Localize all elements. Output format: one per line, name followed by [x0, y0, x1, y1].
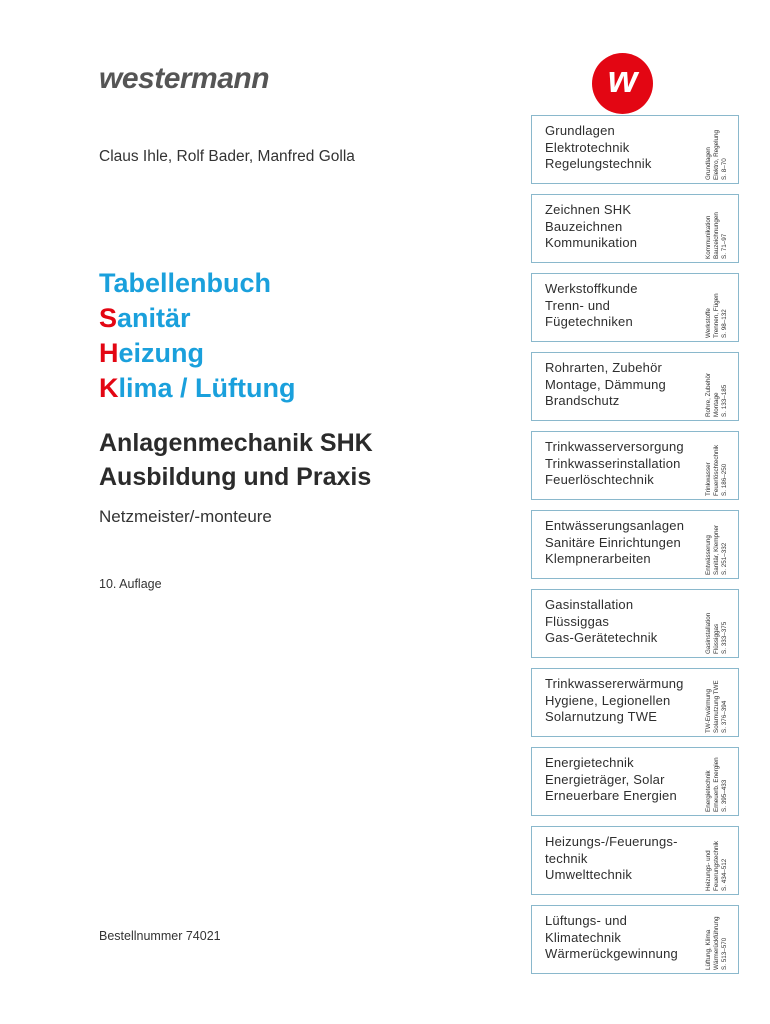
chapter-tab [531, 589, 739, 658]
chapter-tab-line: Klempnerarbeiten [545, 551, 651, 566]
side-label-line: Feuerungstechnik [713, 840, 720, 891]
side-label-line: Bauzeichnungen [713, 212, 720, 259]
subtitle-line: Ausbildung und Praxis [99, 463, 372, 491]
chapter-tab-line: Trinkwasserinstallation [545, 455, 681, 471]
chapter-tab-side-label [696, 905, 738, 974]
chapter-tab-line: technik [545, 850, 588, 866]
chapter-tab-side-label [696, 826, 738, 895]
side-label-line: S. 71–97 [721, 233, 728, 259]
chapter-tab [531, 431, 739, 500]
publisher-emblem-icon [592, 53, 653, 114]
order-number: Bestellnummer 74021 [99, 929, 221, 943]
side-label-line: Kommunikation [705, 215, 712, 259]
title-line: Klima / Lüftung [99, 373, 296, 403]
chapter-tab-line: Kommunikation [545, 235, 638, 250]
side-label-line: S. 513–570 [721, 937, 728, 970]
side-label-line: S. 98–132 [721, 309, 728, 338]
chapter-tab [531, 510, 739, 579]
edition-label: 10. Auflage [99, 577, 162, 591]
chapter-tab-title [545, 834, 678, 884]
chapter-tab [531, 273, 739, 342]
chapter-tab-line: Fügetechniken [545, 314, 633, 329]
side-label-line: Flüssiggas [713, 623, 720, 654]
chapter-tab-line: Gasinstallation [545, 597, 634, 612]
side-label-line: Grundlagen [705, 147, 712, 180]
side-label-line: Feuerlöschtechnik [713, 444, 720, 496]
authors: Claus Ihle, Rolf Bader, Manfred Golla [99, 148, 355, 165]
side-label-line: S. 133–185 [721, 384, 728, 417]
chapter-tab-line: Trenn- und [545, 297, 611, 313]
chapter-tab-line: Entwässerungsanlagen [545, 518, 685, 533]
side-label-line: Trennen, Fügen [713, 293, 720, 338]
chapter-tab-side-label [696, 747, 738, 816]
side-label-line: Sanitär, Klempner [713, 524, 720, 575]
side-label-line: Rohre, Zubehör [705, 372, 712, 417]
chapter-tab-line: Bauzeichnen [545, 218, 623, 234]
chapter-tab-line: Wärmerückgewinnung [545, 946, 678, 961]
subtitle-line: Anlagenmechanik SHK [99, 429, 373, 457]
book-subtitle [99, 426, 373, 494]
chapter-tab-line: Rohrarten, Zubehör [545, 360, 663, 375]
chapter-tab-line: Flüssiggas [545, 613, 610, 629]
chapter-tab-line: Energieträger, Solar [545, 771, 665, 787]
chapter-tab-side-label [696, 510, 738, 579]
chapter-tab [531, 826, 739, 895]
chapter-tab-line: Energietechnik [545, 755, 634, 770]
chapter-tab-line: Elektrotechnik [545, 139, 630, 155]
chapter-tab-line: Lüftungs- und [545, 913, 628, 928]
chapter-tab-line: Sanitäre Einrichtungen [545, 534, 681, 550]
title-line: Sanitär [99, 303, 191, 333]
chapter-tab-line: Grundlagen [545, 123, 615, 138]
chapter-tab-line: Werkstoffkunde [545, 281, 638, 296]
side-label-line: Erneuerb. Energien [713, 757, 720, 812]
side-label-line: Elektro, Regelung [713, 129, 720, 180]
side-label-line: Entwässerung [705, 535, 712, 575]
chapter-tab [531, 668, 739, 737]
chapter-tab-line: Regelungstechnik [545, 156, 652, 171]
side-label-line: Solarnutzung TWE [713, 680, 720, 733]
chapter-tab-side-label [696, 589, 738, 658]
chapter-tab-line: Trinkwassererwärmung [545, 676, 684, 691]
side-label-line: Energietechnik [705, 770, 712, 812]
chapter-tab-side-label [696, 194, 738, 263]
chapter-tab-side-label [696, 668, 738, 737]
publisher-logo: westermann [99, 62, 270, 95]
side-label-line: S. 434–512 [721, 858, 728, 891]
chapter-tab [531, 352, 739, 421]
side-label-line: S. 376–394 [721, 700, 728, 733]
chapter-tab-line: Erneuerbare Energien [545, 788, 677, 803]
chapter-tab-line: Trinkwasserversorgung [545, 439, 684, 454]
chapter-tab [531, 905, 739, 974]
chapter-tab-title [545, 755, 677, 805]
chapter-tab-title [545, 123, 652, 173]
chapter-tab-line: Gas-Gerätetechnik [545, 630, 658, 645]
chapter-tab-title [545, 360, 666, 410]
chapter-tab-title [545, 518, 684, 568]
chapter-tab-line: Montage, Dämmung [545, 376, 666, 392]
chapter-tab-side-label [696, 273, 738, 342]
chapter-tab [531, 115, 739, 184]
side-label-line: Werkstoffe [705, 308, 712, 338]
side-label-line: Montage [713, 392, 720, 417]
side-label-line: Heizungs- und [705, 850, 712, 891]
side-label-line: S. 186–250 [721, 463, 728, 496]
chapter-tab-title [545, 676, 684, 726]
chapter-tab-line: Klimatechnik [545, 929, 622, 945]
side-label-line: S. 333–375 [721, 621, 728, 654]
title-line: Tabellenbuch [99, 268, 272, 298]
chapter-tab-line: Umwelttechnik [545, 867, 633, 882]
side-label-line: Trinkwasser [705, 462, 712, 496]
chapter-tab [531, 747, 739, 816]
side-label-line: Lüftung, Klima [705, 929, 712, 970]
chapter-tab-title [545, 597, 658, 647]
chapter-tab-side-label [696, 115, 738, 184]
chapter-tab-title [545, 281, 638, 331]
title-line: Heizung [99, 338, 204, 368]
chapter-tab-line: Feuerlöschtechnik [545, 472, 654, 487]
side-label-line: Gasinstallation [705, 612, 712, 654]
chapter-tab-line: Solarnutzung TWE [545, 709, 658, 724]
chapter-tab-line: Zeichnen SHK [545, 202, 632, 217]
chapter-tab-side-label [696, 431, 738, 500]
chapter-tab-line: Hygiene, Legionellen [545, 692, 671, 708]
side-label-line: S. 395–433 [721, 779, 728, 812]
side-label-line: S. 8–70 [721, 158, 728, 180]
chapter-tab-title [545, 439, 684, 489]
side-label-line: Wärmerückführung [713, 916, 720, 970]
side-label-line: TW-Erwärmung [705, 689, 712, 733]
side-label-line: S. 251–332 [721, 542, 728, 575]
chapter-tab-title [545, 202, 637, 252]
chapter-tab-line: Brandschutz [545, 393, 620, 408]
target-audience: Netzmeister/-monteure [99, 507, 272, 526]
chapter-tab-side-label [696, 352, 738, 421]
chapter-tab-line: Heizungs-/Feuerungs- [545, 834, 678, 849]
book-title [99, 266, 295, 406]
chapter-tab [531, 194, 739, 263]
chapter-tab-title [545, 913, 678, 963]
emblem-letter: w [607, 59, 638, 101]
